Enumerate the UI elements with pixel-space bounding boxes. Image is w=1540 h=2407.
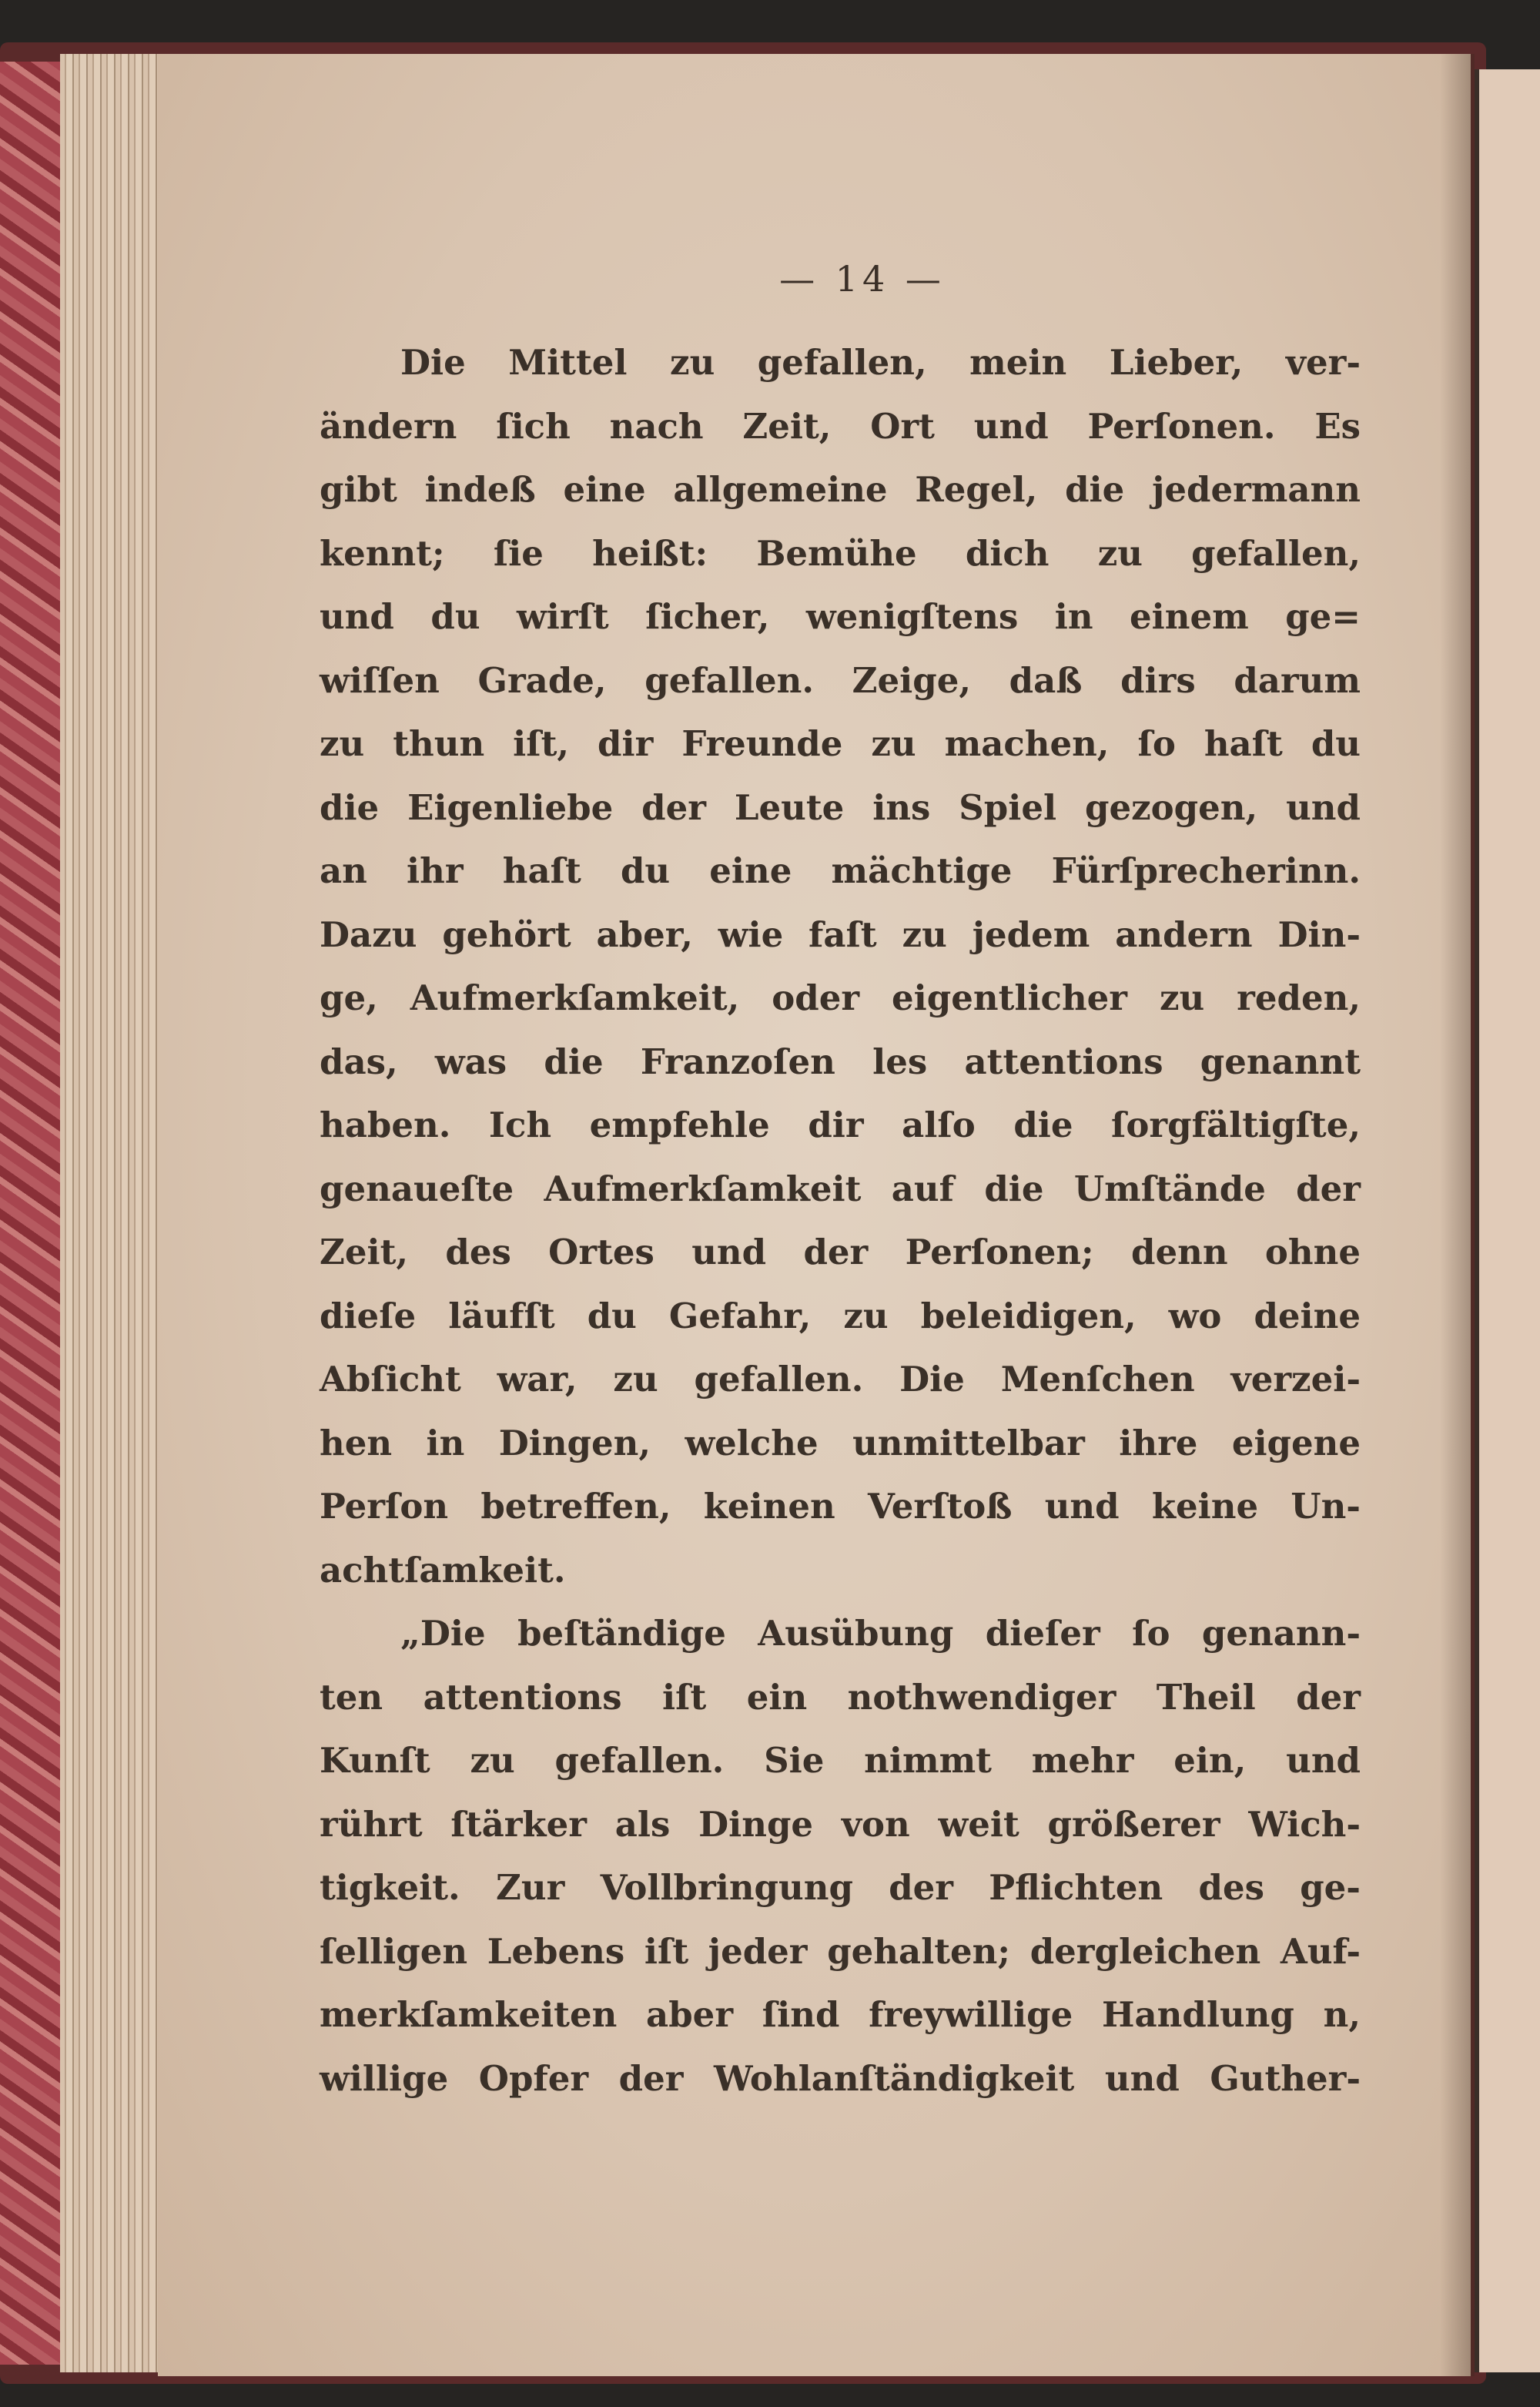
text-line: Abſicht war, zu gefallen. Die Menſchen verzei-: [320, 1359, 1361, 1400]
marbled-edge: [0, 62, 60, 2365]
facing-page-edge: [1475, 69, 1540, 2372]
text-line: haben. Ich empfehle dir alſo die ſorgfältigſte,: [320, 1105, 1361, 1145]
text-line: wiſſen Grade, gefallen. Zeige, daß dirs darum: [320, 659, 1361, 701]
text-line: Perſon betreffen, keinen Verſtoß und keine Un-: [320, 1486, 1361, 1527]
text-line: tigkeit. Zur Vollbringung der Pflichten des ge-: [320, 1867, 1361, 1908]
text-line: genaueſte Aufmerkſamkeit auf die Umſtände der: [320, 1168, 1361, 1209]
body-text: [320, 331, 1361, 2110]
text-line: hen in Dingen, welche unmittelbar ihre eigene: [320, 1422, 1361, 1463]
text-line: „Die beſtändige Ausübung dieſer ſo genann-: [400, 1613, 1361, 1654]
text-line: zu thun iſt, dir Freunde zu machen, ſo haſt du: [320, 723, 1361, 764]
text-line: achtſamkeit.: [320, 1549, 566, 1591]
text-line: die Eigenliebe der Leute ins Spiel gezogen, und: [320, 786, 1361, 828]
page-number: — 14 —: [779, 258, 946, 300]
text-line: ge, Aufmerkſamkeit, oder eigentlicher zu reden,: [320, 977, 1361, 1018]
text-line: ten attentions iſt ein nothwendiger Theil der: [320, 1676, 1361, 1718]
text-line: an ihr haſt du eine mächtige Fürſprecherinn.: [320, 850, 1361, 891]
text-line: und du wirſt ſicher, wenigſtens in einem ge=: [320, 596, 1361, 637]
text-line: gibt indeß eine allgemeine Regel, die jedermann: [320, 469, 1361, 510]
text-line: Dazu gehört aber, wie faſt zu jedem andern Din-: [320, 914, 1361, 955]
text-line: das, was die Franzoſen les attentions genannt: [320, 1041, 1361, 1082]
text-line: dieſe läufſt du Gefahr, zu beleidigen, wo deine: [320, 1295, 1361, 1336]
text-line: Zeit, des Ortes und der Perſonen; denn ohne: [320, 1232, 1361, 1272]
spine-shadow: [1440, 54, 1475, 2376]
text-line: Die Mittel zu gefallen, mein Lieber, ver-: [400, 342, 1361, 383]
text-line: Kunſt zu gefallen. Sie nimmt mehr ein, und: [320, 1740, 1361, 1781]
text-line: rührt ſtärker als Dinge von weit größerer Wich-: [320, 1803, 1361, 1845]
text-line: ändern ſich nach Zeit, Ort und Perſonen. Es: [320, 405, 1361, 447]
text-line: willige Opfer der Wohlanſtändigkeit und Guther-: [320, 2057, 1361, 2099]
text-line: merkſamkeiten aber ſind freywillige Handlung n,: [320, 1994, 1361, 2035]
text-line: kennt; ſie heißt: Bemühe dich zu gefallen,: [320, 532, 1361, 574]
page-edges: [60, 54, 160, 2372]
text-line: ſelligen Lebens iſt jeder gehalten; dergleichen Auf-: [320, 1930, 1361, 1972]
